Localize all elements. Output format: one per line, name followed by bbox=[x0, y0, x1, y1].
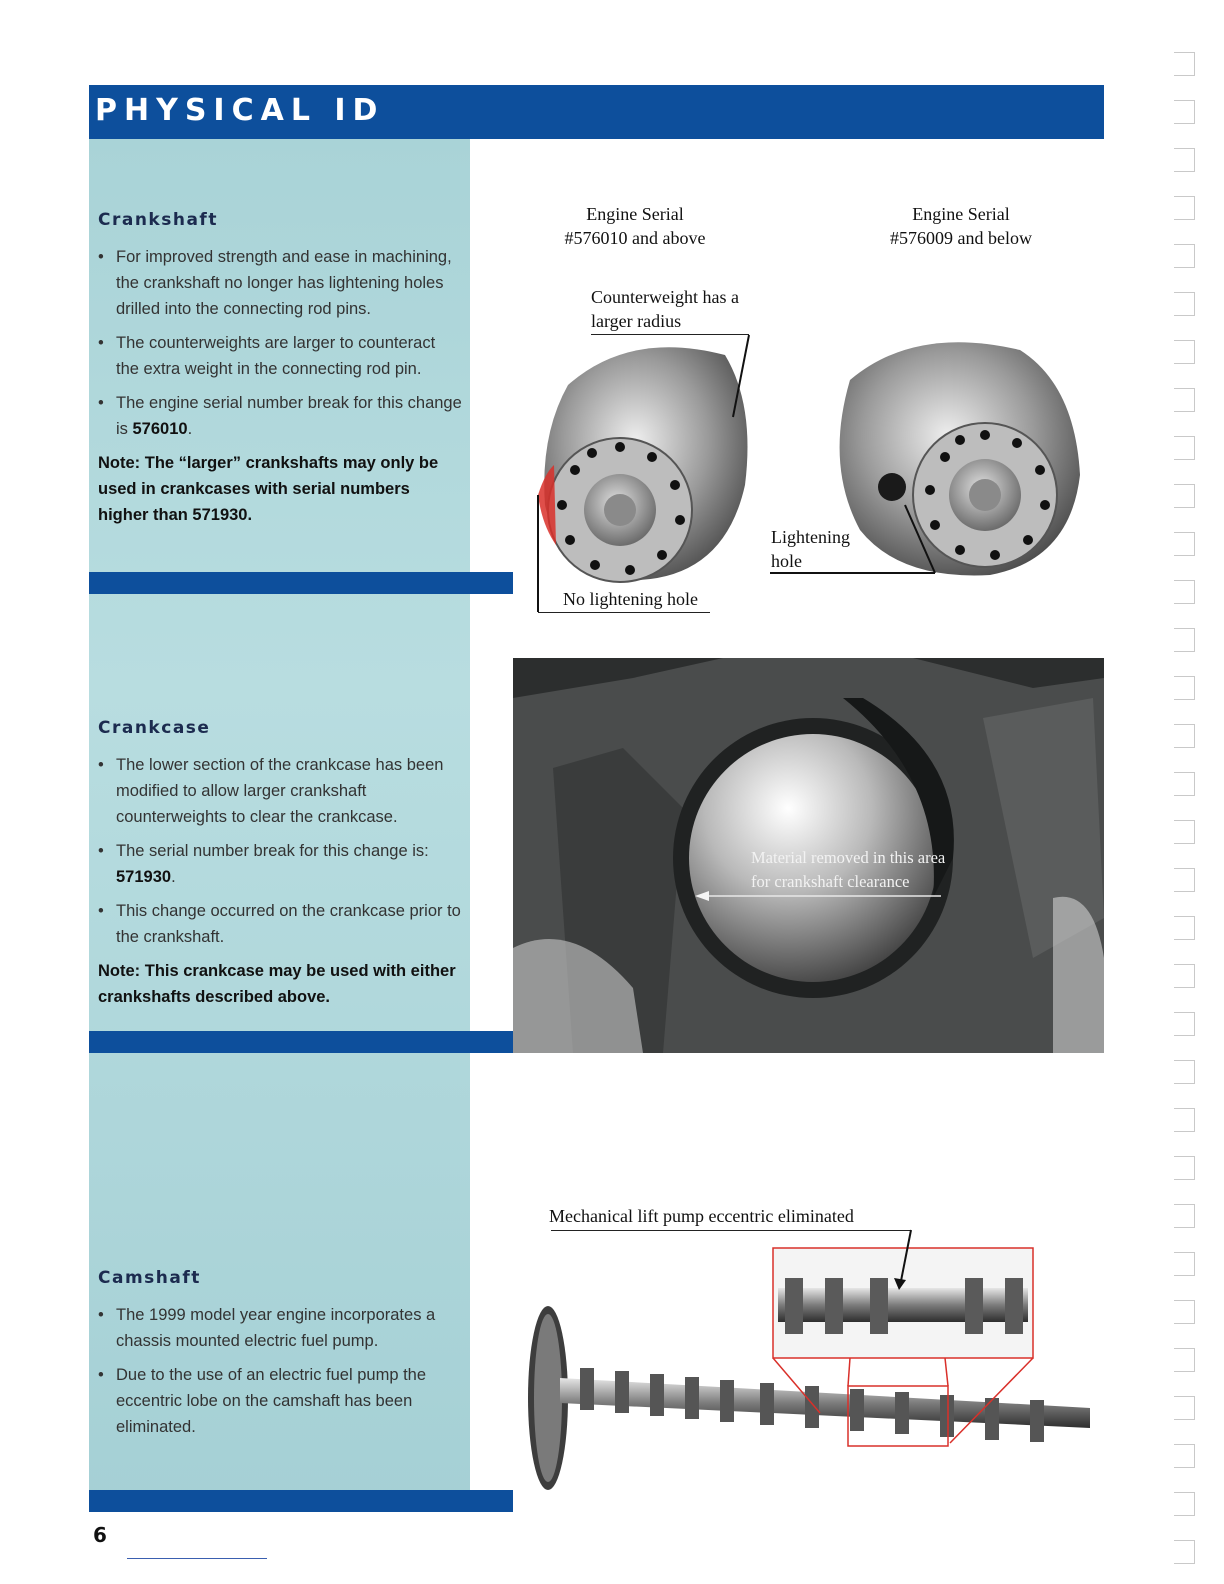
camshaft-heading: Camshaft bbox=[98, 1268, 201, 1288]
index-tab bbox=[1174, 244, 1195, 268]
caption-no-lightening-hole: No lightening hole bbox=[563, 589, 698, 609]
index-tab bbox=[1174, 1108, 1195, 1132]
index-tab bbox=[1174, 1300, 1195, 1324]
list-item: • This change occurred on the crankcase prior to the crankshaft. bbox=[98, 898, 462, 950]
camshaft-section bbox=[98, 1268, 462, 1448]
caption-line: Engine Serial bbox=[586, 204, 684, 224]
index-tab bbox=[1174, 1204, 1195, 1228]
index-tab bbox=[1174, 1252, 1195, 1276]
caption-camshaft: Mechanical lift pump eccentric eliminated bbox=[549, 1206, 854, 1226]
caption-line: #576010 and above bbox=[564, 228, 706, 248]
index-tab bbox=[1174, 964, 1195, 988]
index-tab bbox=[1174, 1060, 1195, 1084]
index-tab bbox=[1174, 1012, 1195, 1036]
index-tab bbox=[1174, 820, 1195, 844]
list-item: • For improved strength and ease in machining, the crankshaft no longer has lightening holes drilled into the connecting rod pins. bbox=[98, 244, 462, 322]
caption-lightening-hole bbox=[771, 525, 850, 573]
index-tab bbox=[1174, 532, 1195, 556]
index-tab bbox=[1174, 1348, 1195, 1372]
no-lightening-hole-highlight bbox=[538, 465, 556, 545]
crank-bore bbox=[969, 479, 1001, 511]
list-item: • Due to the use of an electric fuel pump the eccentric lobe on the camshaft has been eliminated. bbox=[98, 1362, 462, 1440]
page-title: PHYSICAL ID bbox=[95, 93, 385, 128]
camshaft-bullets bbox=[98, 1302, 462, 1440]
crankcase-bullets bbox=[98, 752, 462, 950]
index-tab bbox=[1174, 1396, 1195, 1420]
caption-line: Counterweight has a bbox=[591, 287, 739, 307]
index-tab bbox=[1174, 724, 1195, 748]
index-tab bbox=[1174, 100, 1195, 124]
crankshaft-comparison-photo bbox=[520, 325, 1110, 620]
leader-line bbox=[538, 612, 710, 613]
index-tab bbox=[1174, 868, 1195, 892]
serial-number: 576010 bbox=[132, 420, 188, 438]
index-tab bbox=[1174, 1540, 1195, 1564]
index-tab bbox=[1174, 580, 1195, 604]
camshaft-photo bbox=[520, 1228, 1100, 1490]
index-tab bbox=[1174, 484, 1195, 508]
caption-line: #576009 and below bbox=[890, 228, 1032, 248]
camshaft-shaft bbox=[560, 1378, 1090, 1428]
caption-line: for crankshaft clearance bbox=[751, 872, 910, 891]
index-tab bbox=[1174, 52, 1195, 76]
serial-number: 571930 bbox=[116, 868, 172, 886]
crankcase-section bbox=[98, 718, 462, 1010]
crankshaft-bullets bbox=[98, 244, 462, 442]
section-divider bbox=[89, 572, 513, 594]
index-tab bbox=[1174, 196, 1195, 220]
caption-line: Material removed in this area bbox=[751, 848, 946, 867]
list-item bbox=[98, 838, 462, 890]
index-tab bbox=[1174, 1444, 1195, 1468]
list-item: • The counterweights are larger to counteract the extra weight in the connecting rod pin. bbox=[98, 330, 462, 382]
section-divider bbox=[89, 1031, 513, 1053]
index-tab bbox=[1174, 772, 1195, 796]
bullet-text: The serial number break for this change is: bbox=[116, 842, 429, 860]
index-tabs bbox=[1168, 52, 1198, 1572]
crankshaft-section bbox=[98, 210, 462, 528]
caption-line: hole bbox=[771, 551, 802, 571]
index-tab bbox=[1174, 676, 1195, 700]
lightening-hole bbox=[878, 473, 906, 501]
crankcase-note: Note: This crankcase may be used with either crankshafts described above. bbox=[98, 962, 456, 1006]
index-tab bbox=[1174, 628, 1195, 652]
crankshaft-note: Note: The “larger” crankshafts may only be used in crankcases with serial numbers higher than 571930. bbox=[98, 454, 439, 524]
index-tab bbox=[1174, 1492, 1195, 1516]
crankshaft-heading: Crankshaft bbox=[98, 210, 218, 230]
crankcase-heading: Crankcase bbox=[98, 718, 211, 738]
bullet-text: The engine serial number break for this change is bbox=[116, 394, 462, 438]
caption-line: Lightening bbox=[771, 527, 850, 547]
caption-line: larger radius bbox=[591, 311, 682, 331]
index-tab bbox=[1174, 388, 1195, 412]
index-tab bbox=[1174, 340, 1195, 364]
index-tab bbox=[1174, 292, 1195, 316]
page-number: 6 bbox=[93, 1523, 107, 1547]
section-divider bbox=[89, 1490, 513, 1512]
list-item: • The lower section of the crankcase has been modified to allow larger crankshaft counterweights to clear the crankcase. bbox=[98, 752, 462, 830]
caption-serial-new bbox=[540, 202, 730, 250]
bullet-text: . bbox=[171, 868, 176, 886]
bullet-text: . bbox=[187, 420, 193, 438]
index-tab bbox=[1174, 1156, 1195, 1180]
crank-bore bbox=[604, 494, 636, 526]
list-item: • The 1999 model year engine incorporates a chassis mounted electric fuel pump. bbox=[98, 1302, 462, 1354]
caption-line: Engine Serial bbox=[912, 204, 1010, 224]
index-tab bbox=[1174, 916, 1195, 940]
index-tab bbox=[1174, 148, 1195, 172]
index-tab bbox=[1174, 436, 1195, 460]
header-bar bbox=[89, 85, 1104, 139]
caption-crankcase bbox=[751, 846, 945, 894]
list-item bbox=[98, 390, 462, 442]
footer-rule bbox=[127, 1558, 267, 1559]
caption-serial-old bbox=[866, 202, 1056, 250]
